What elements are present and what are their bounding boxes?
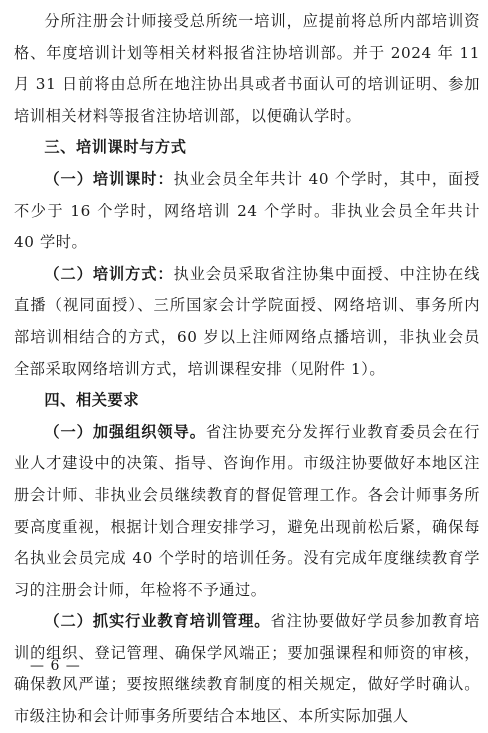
page-number: — 6 — [30, 658, 81, 674]
section-3-heading: 三、培训课时与方式 [44, 138, 187, 157]
training-hours-text: 执业会员全年共计 40 个学时，其中，面授不少于 16 个学时，网络培训 24 个学时。非执业会员全年共计 40 学时。 [14, 169, 480, 252]
organization-leadership-text: 省注协要充分发挥行业教育委员会在行业人才建设中的决策、指导、咨询作用。市级注协要做好本地区注册会计师、非执业会员继续教育的督促管理工作。各会计师事务所要高度重视，根据计划合理安排学习，避免出现前松后紧，确保每名执业会员完成 40 个学时的培训任务。没有完成年度继续教育学习的注册会计师，年检将不予通过。 [14, 422, 480, 599]
document-body [14, 6, 480, 733]
training-method-lead: （二）培训方式： [44, 264, 174, 283]
section-4-heading: 四、相关要求 [44, 391, 140, 410]
training-hours-paragraph [14, 164, 480, 259]
training-management-paragraph [14, 606, 480, 732]
training-management-lead: （二）抓实行业教育培训管理。 [44, 612, 271, 631]
training-management-text: 省注协要做好学员参加教育培训的组织、登记管理、确保学风端正；要加强课程和师资的审核，确保教风严谨；要按照继续教育制度的相关规定，做好学时确认。市级注协和会计师事务所要结合本地区、本所实际加强人 [14, 612, 480, 726]
organization-leadership-paragraph [14, 417, 480, 607]
training-method-paragraph [14, 259, 480, 385]
training-method-text: 执业会员采取省注协集中面授、中注协在线直播（视同面授）、三所国家会计学院面授、网络培训、事务所内部培训相结合的方式，60 岁以上注师网络点播培训，非执业会员全部采取网络培训方式，培训课程安排（见附件 1）。 [14, 264, 480, 378]
training-hours-lead: （一）培训课时： [44, 169, 174, 188]
intro-paragraph: 分所注册会计师接受总所统一培训，应提前将总所内部培训资格、年度培训计划等相关材料报省注协培训部。并于 2024 年 11 月 31 日前将由总所在地注协出具或者书面认可的培训证明、参加培训相关材料等报省注协培训部，以便确认学时。 [14, 12, 480, 125]
organization-leadership-lead: （一）加强组织领导。 [44, 422, 206, 441]
